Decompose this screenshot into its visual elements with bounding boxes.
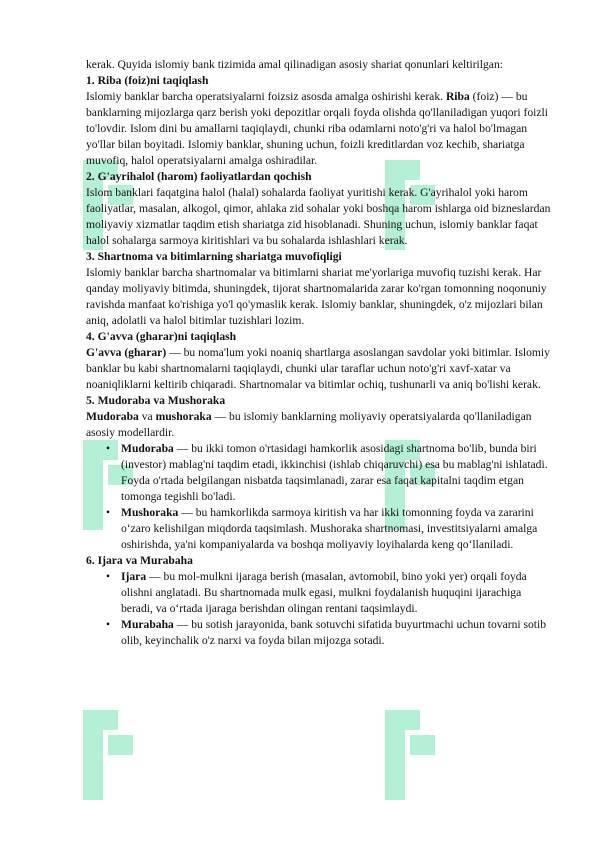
- section-5-text: — bu islomiy banklarning moliyaviy operatsiyalarda qo'llaniladigan asosiy modellardir.: [86, 410, 532, 439]
- list-item: [121, 505, 552, 553]
- section-3-paragraph: Islomiy banklar barcha shartnomalar va bitimlarni shariat me'yorlariga muvofiq tuzishi kerak. Har qanday moliyaviy bitimda, shuningdek, tijorat shartnomalarida zarar ko'rgan tomonning noqonuniy ravishda manfaat ko'rishiga yo'l qo'ymaslik kerak. Islomiy banklar, shuningdek, o'z mijozlari bilan aniq, adolatli va halol bitimlar tuzishlari lozim.: [86, 266, 547, 327]
- section-5-list: [86, 441, 552, 553]
- section-4-term: G'avva (gharar): [86, 346, 167, 359]
- intro-paragraph: kerak. Quyida islomiy bank tizimida amal qilinadigan asosiy shariat qonunlari keltirilgan:: [86, 58, 503, 71]
- list-item-term: Murabaha: [121, 618, 174, 631]
- list-item-term: Mushoraka: [121, 506, 179, 519]
- section-4-paragraph: [86, 345, 552, 393]
- section-1-term: Riba: [445, 90, 470, 103]
- document-body: [86, 57, 552, 649]
- section-3-heading: 3. Shartnoma va bitimlarning shariatga muvofiqligi: [86, 250, 342, 263]
- list-item-text: — bu hamkorlikda sarmoya kiritish va har ikki tomonning foyda va zararini o‘zaro kelishilgan miqdorda taqsimlash. Mushoraka shartnomasi, investitsiyalarni amalga oshirishda, ya'ni kompaniyalarda va boshqa moliyaviy loyihalarda keng qo‘llaniladi.: [121, 506, 538, 551]
- section-1-paragraph: [86, 89, 552, 169]
- section-5-heading: 5. Mudoraba va Mushoraka: [86, 394, 226, 407]
- section-4-heading: 4. G'avva (gharar)ni taqiqlash: [86, 330, 237, 343]
- list-item-text: — bu mol-mulkni ijaraga berish (masalan, avtomobil, bino yoki yer) orqali foyda olishni anglatadi. Bu shartnomada mulk egasi, mulkni foydalanish huquqini ijarachiga beradi, va o‘rtada ijaraga berishdan olingan rentani taqsimlaydi.: [121, 570, 527, 615]
- list-item: [121, 441, 552, 505]
- section-2-heading: 2. G'ayrihalol (harom) faoliyatlardan qochish: [86, 170, 312, 183]
- section-2-paragraph: Islom banklari faqatgina halol (halal) sohalarda faoliyat yuritishi kerak. G'ayrihalol yoki harom faoliyatlar, masalan, alkogol, qimor, ahlaka zid sohalar yoki boshqa harom ishlarga oid bizneslardan moliyaviy xizmatlar taqdim etish shariatga zid hisoblanadi. Shuning uchun, islomiy banklar faqat halol sohalarga sarmoya kiritishlari va bu sohalarda ishlashlari kerak.: [86, 186, 551, 247]
- section-1-text-b: (foiz) — bu banklarning mijozlarga qarz berish yoki depozitlar orqali foyda olishda qo'llaniladigan yuqori foizli to'lovdir. Islom dini bu amallarni taqiqlaydi, chunki riba odamlarni noto'g'ri va halol bo'lmagan yo'llar bilan boyitadi. Islomiy banklar, shuning uchun, foizli kreditlardan voz kechib, shariatga muvofiq, halol operatsiyalarni amalga oshiradilar.: [86, 90, 548, 167]
- section-1-text-a: Islomiy banklar barcha operatsiyalarni foizsiz asosda amalga oshirishi kerak.: [86, 90, 446, 103]
- list-item-text: — bu ikki tomon o'rtasidagi hamkorlik asosidagi shartnoma bo'lib, bunda biri (investor) mablag'ni taqdim etadi, ikkinchisi (ishlab chiqaruvchi) esa bu mablag'ni ishlatadi. Foyda o'rtada belgilangan nisbatda taqsimlanadi, zarar esa faqat kapitalni taqdim etgan tomonga tegishli bo'ladi.: [121, 442, 548, 503]
- section-5-paragraph: [86, 409, 552, 441]
- section-6-list: [86, 569, 552, 649]
- watermark-logo-icon: [380, 700, 440, 810]
- section-6-heading: 6. Ijara va Murabaha: [86, 554, 193, 567]
- section-1-heading: 1. Riba (foiz)ni taqiqlash: [86, 74, 209, 87]
- section-4-text: — bu noma'lum yoki noaniq shartlarga asoslangan savdolar yoki bitimlar. Islomiy banklar bu kabi shartnomalarni taqiqlaydi, chunki ular taraflar uchun noto'g'ri xavf-xatar va noaniqliklarni keltirib chiqaradi. Shartnomalar va bitimlar ochiq, tushunarli va aniq bo'lishi kerak.: [86, 346, 550, 391]
- list-item-term: Ijara: [121, 570, 147, 583]
- list-item-term: Mudoraba: [121, 442, 174, 455]
- watermark-logo-icon: [78, 700, 138, 810]
- section-5-term-2: mushoraka: [155, 410, 212, 423]
- section-5-connector: va: [138, 410, 156, 423]
- list-item: [121, 617, 552, 649]
- section-5-term-1: Mudoraba: [86, 410, 139, 423]
- list-item: [121, 569, 552, 617]
- list-item-text: — bu sotish jarayonida, bank sotuvchi sifatida buyurtmachi uchun tovarni sotib olib, keyinchalik o'z narxi va foyda bilan mijozga sotadi.: [121, 618, 547, 647]
